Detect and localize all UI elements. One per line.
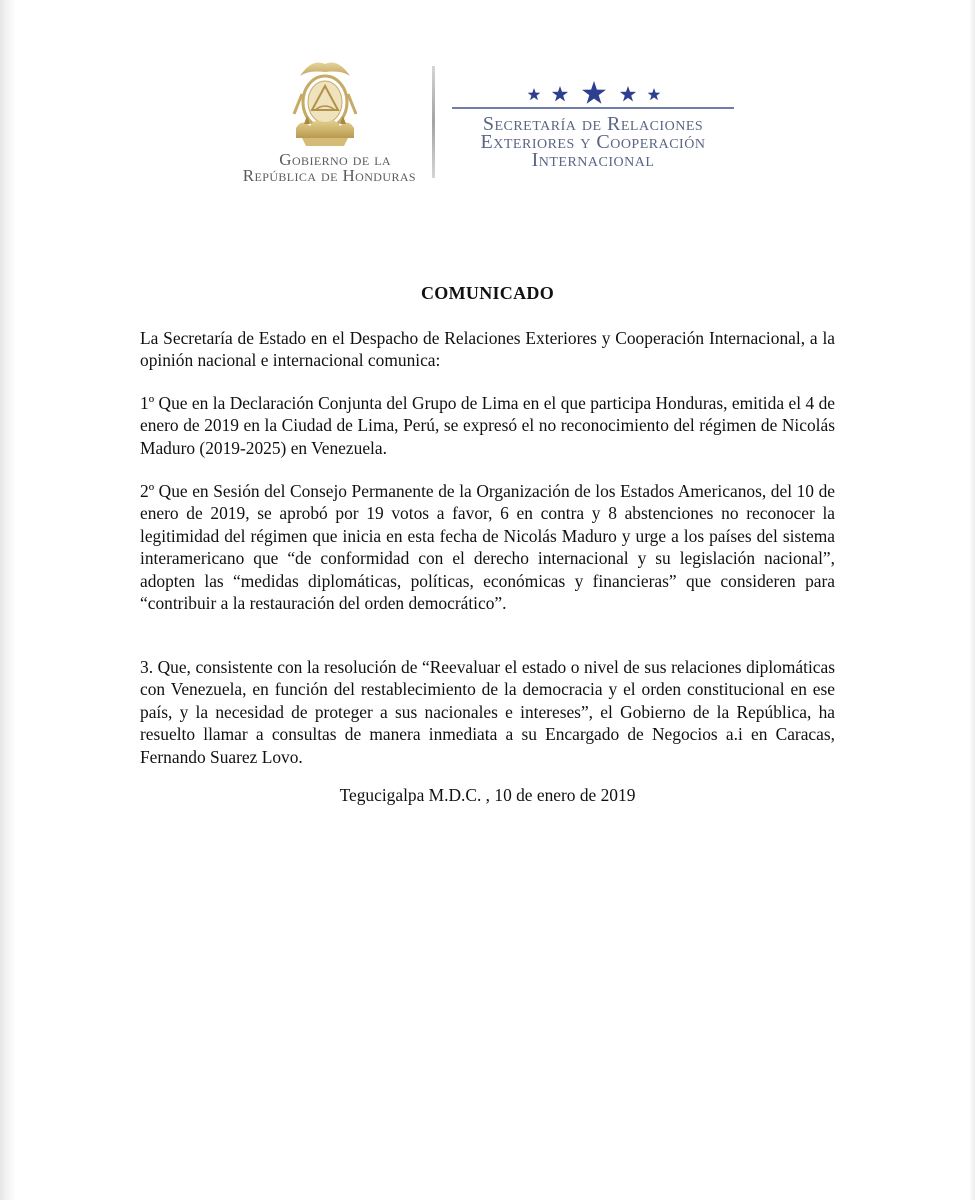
secretaria-name-line-3: Internacional	[531, 149, 655, 171]
letterhead	[0, 0, 975, 200]
intro-paragraph: La Secretaría de Estado en el Despacho de Relaciones Exteriores y Cooperación Internacional, a la opinión nacional e internacional comunica:	[140, 328, 835, 371]
secretaria-rule	[452, 107, 734, 109]
secretaria-name-line-2: Exteriores y Cooperación	[480, 131, 706, 153]
government-name-line-1: Gobierno de la	[279, 150, 391, 169]
letterhead-divider	[432, 66, 435, 178]
point-paragraph-1: 1º Que en la Declaración Conjunta del Grupo de Lima en el que participa Honduras, emitida el 4 de enero de 2019 en la Ciudad de Lima, Perú, se expresó el no reconocimiento del régimen de Nicolás Maduro (2019-2025) en Venezuela.	[140, 393, 835, 458]
place-and-date: Tegucigalpa M.D.C. , 10 de enero de 2019	[339, 785, 636, 805]
point-paragraph-3: 3. Que, consistente con la resolución de “Reevaluar el estado o nivel de sus relaciones diplomáticas con Venezuela, en función del restablecimiento de la democracia y el orden constitucional en ese país, y la necesidad de proteger a sus nacionales e intereses”, el Gobierno de la República, ha resuelto llamar a consultas de manera inmediata a su Encargado de Negocios a.i en Caracas, Fernando Suarez Lovo.	[140, 657, 835, 767]
secretaria-name-line-1: Secretaría de Relaciones	[482, 113, 704, 135]
honduras-coat-of-arms-icon	[282, 54, 368, 154]
document-title: COMUNICADO	[421, 283, 554, 303]
five-stars-icon	[520, 80, 670, 106]
government-name-line-2: República de Honduras	[242, 166, 416, 185]
point-paragraph-2: 2º Que en Sesión del Consejo Permanente de la Organización de los Estados Americanos, del 10 de enero de 2019, se aprobó por 19 votos a favor, 6 en contra y 8 abstenciones no reconocer la legitimidad del régimen que inicia en esta fecha de Nicolás Maduro y urge a los países del sistema interamericano que “de conformidad con el derecho internacional y su legislación nacional”, adopten las “medidas diplomáticas, políticas, económicas y financieras” que consideren para “contribuir a la restauración del orden democrático”.	[140, 481, 835, 614]
